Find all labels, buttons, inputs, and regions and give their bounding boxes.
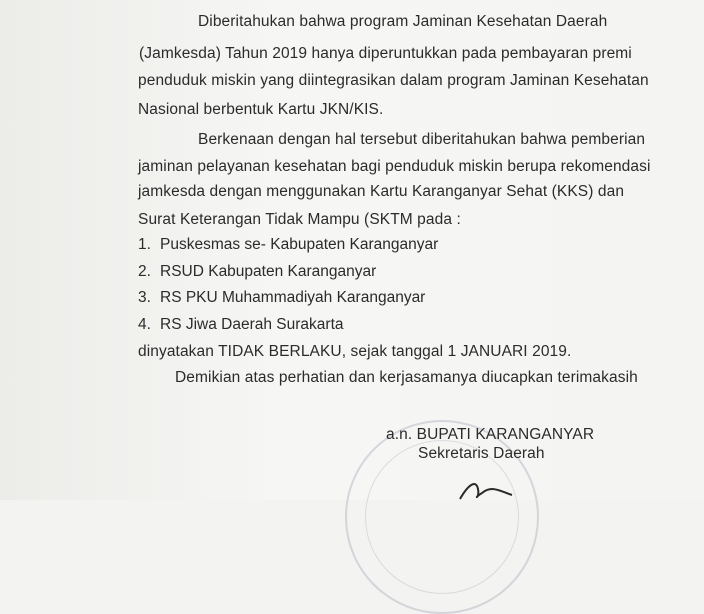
declaration-text: dinyatakan TIDAK BERLAKU, sejak tanggal 1 JANUARI 2019.: [138, 343, 572, 360]
paragraph2-line2: jaminan pelayanan kesehatan bagi penduduk miskin berupa rekomendasi: [138, 158, 651, 175]
closing-text: Demikian atas perhatian dan kerjasamanya diucapkan terimakasih: [175, 369, 638, 386]
list-number: 2.: [138, 263, 151, 280]
paragraph2-line4: Surat Keterangan Tidak Mampu (SKTM pada :: [138, 211, 461, 228]
list-text: RSUD Kabupaten Karanganyar: [160, 263, 377, 280]
list-text: Puskesmas se- Kabupaten Karanganyar: [160, 236, 439, 253]
list-item: [138, 263, 376, 281]
list-number: 4.: [138, 316, 151, 333]
list-item: [138, 289, 425, 307]
list-text: RS PKU Muhammadiyah Karanganyar: [160, 289, 426, 306]
signature-icon: [420, 455, 620, 500]
paragraph1-line1: Diberitahukan bahwa program Jaminan Kesehatan Daerah: [198, 13, 608, 30]
paragraph2-line3: jamkesda dengan menggunakan Kartu Karanganyar Sehat (KKS) dan: [138, 183, 625, 200]
list-item: [138, 236, 438, 254]
paragraph1-line3: penduduk miskin yang diintegrasikan dalam program Jaminan Kesehatan: [138, 72, 649, 89]
list-text: RS Jiwa Daerah Surakarta: [160, 316, 344, 333]
list-number: 1.: [138, 236, 151, 253]
paragraph1-line4: Nasional berbentuk Kartu JKN/KIS.: [138, 101, 384, 118]
list-number: 3.: [138, 289, 151, 306]
signatory-position: Sekretaris Daerah: [418, 445, 545, 462]
paragraph1-line2: (Jamkesda) Tahun 2019 hanya diperuntukkan pada pembayaran premi: [139, 45, 632, 62]
paragraph2-line1: Berkenaan dengan hal tersebut diberitahukan bahwa pemberian: [198, 131, 646, 148]
signatory-title: a.n. BUPATI KARANGANYAR: [386, 426, 595, 443]
list-item: [138, 316, 344, 334]
